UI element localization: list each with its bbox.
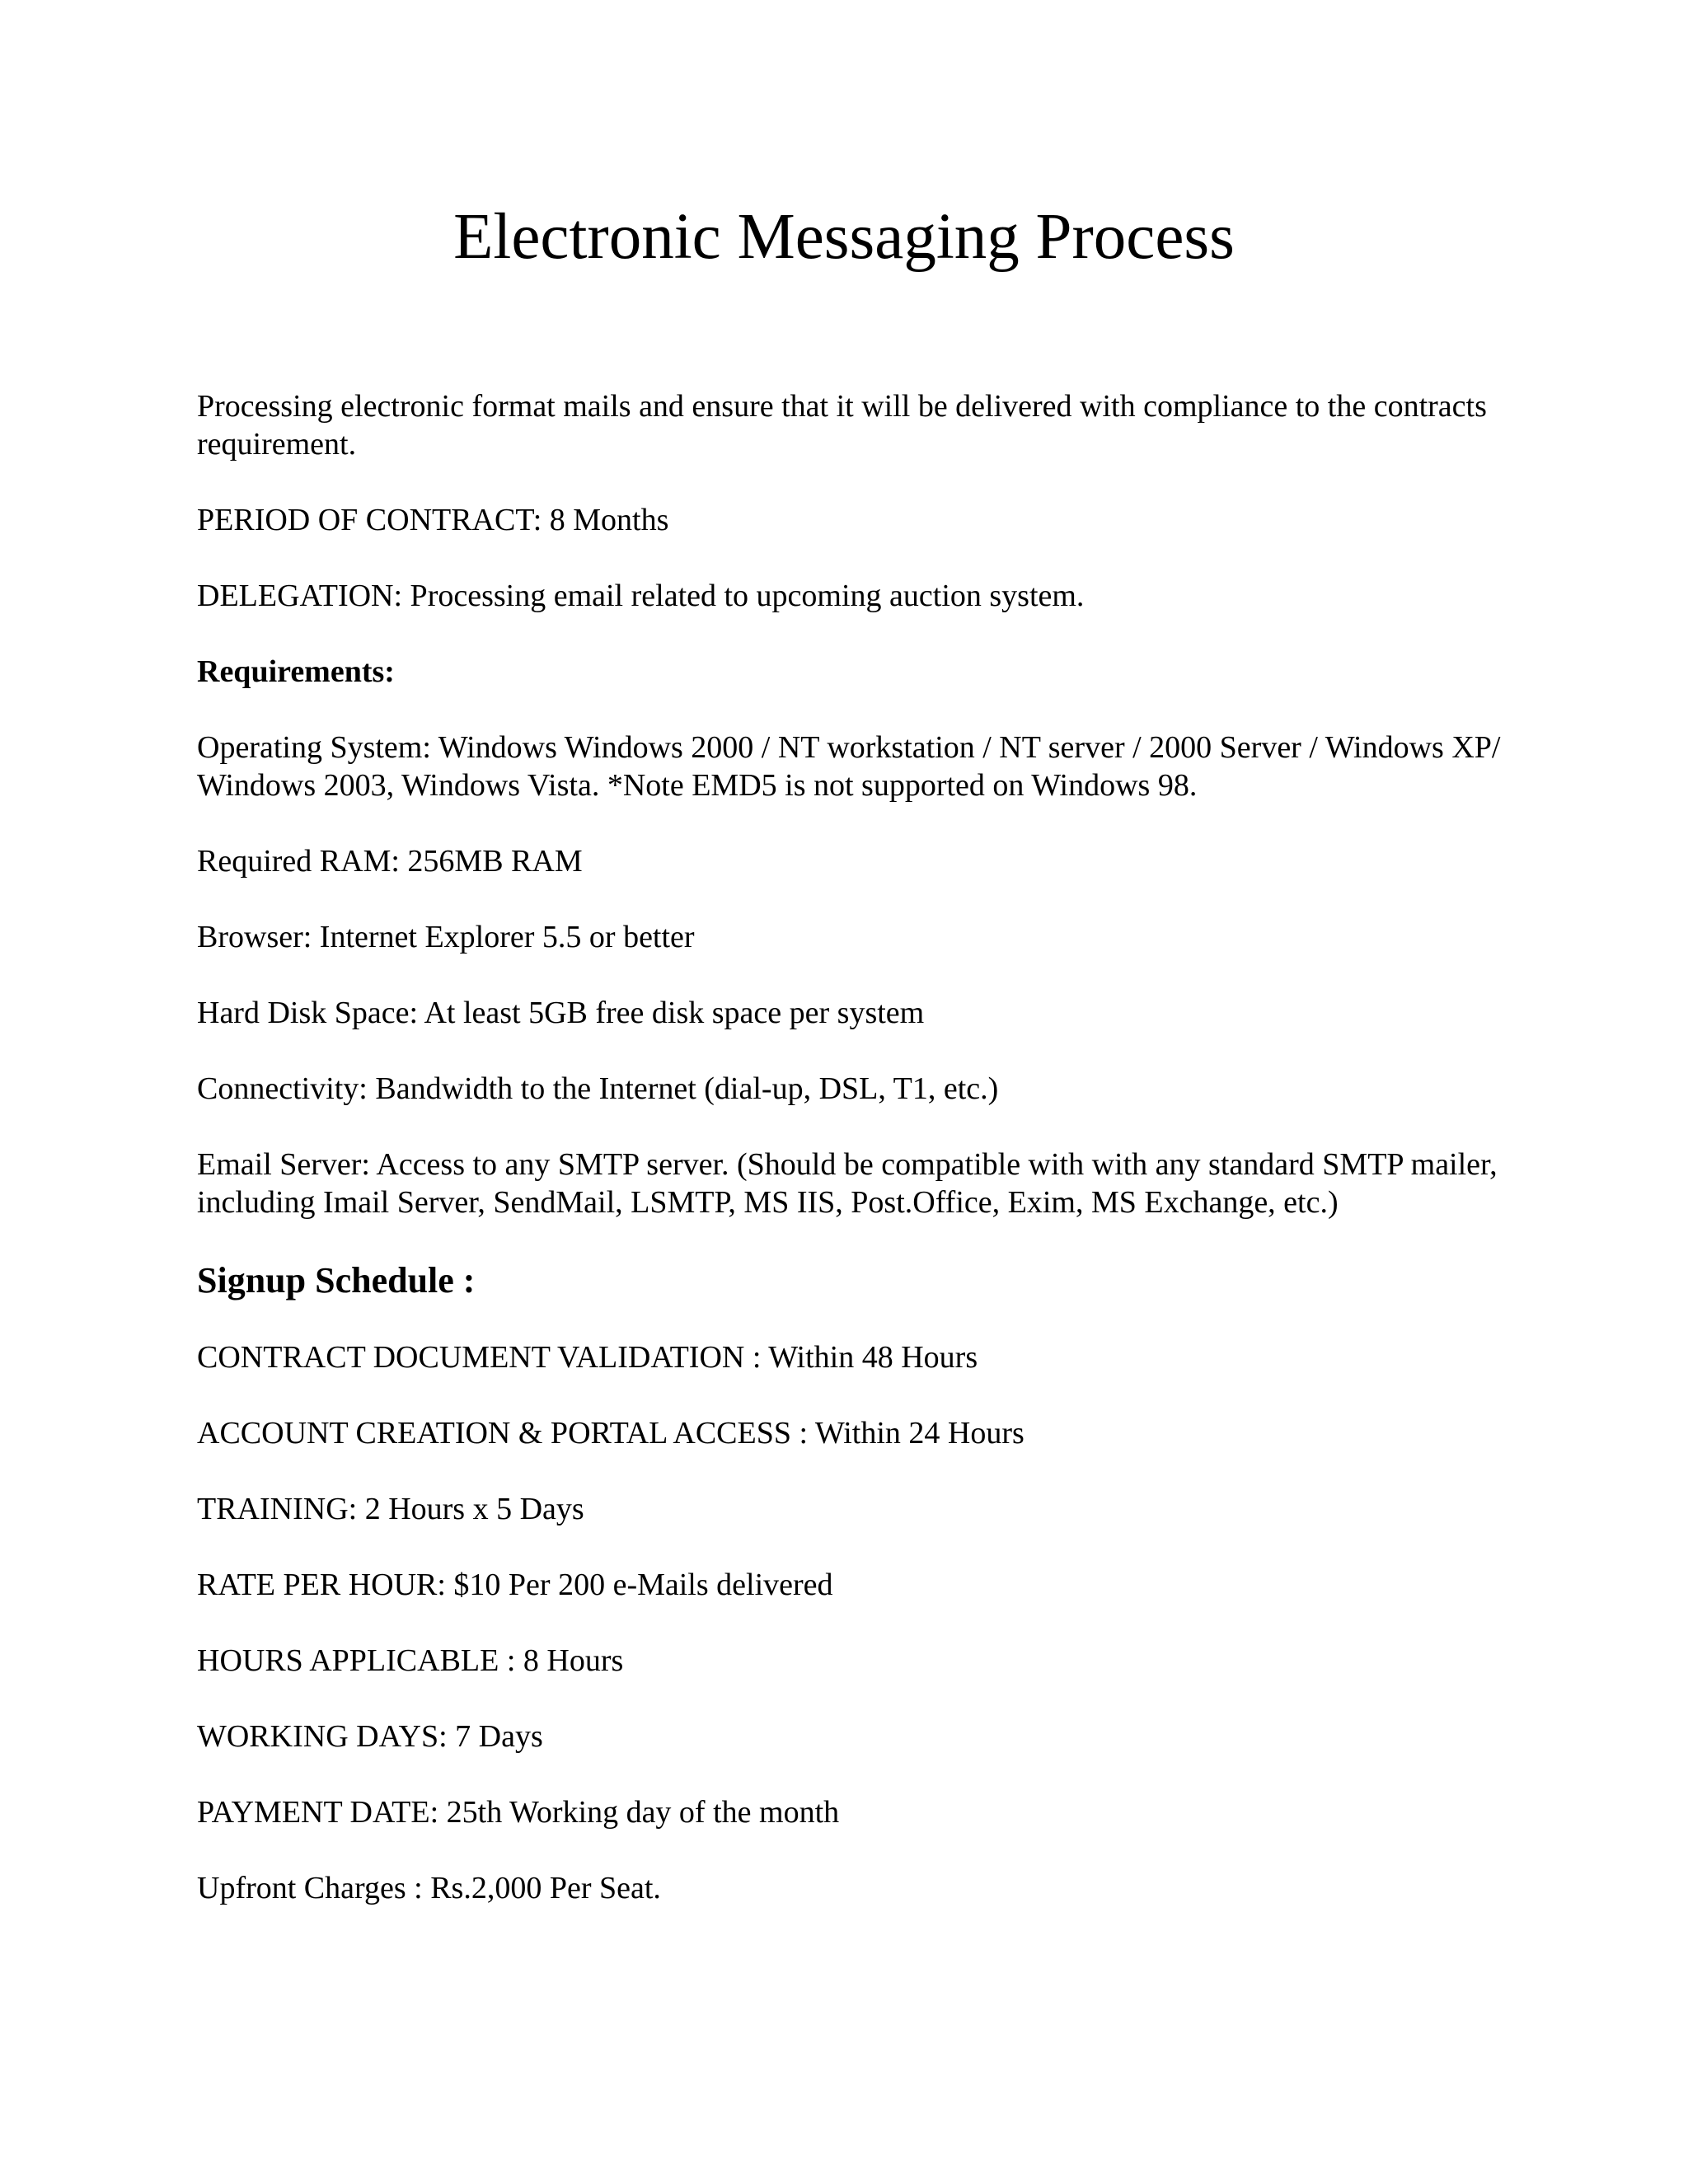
requirement-email-server: Email Server: Access to any SMTP server. (Should be compatible with with any standard SMTP mailer, including Imail Server, SendMail, LSMTP, MS IIS, Post.Office, Exim, MS Exchange, etc.)	[197, 1147, 1498, 1220]
schedule-rate: RATE PER HOUR: $10 Per 200 e-Mails delivered	[197, 1568, 833, 1602]
delegation-line: DELEGATION: Processing email related to upcoming auction system.	[197, 579, 1085, 613]
document-title: Electronic Messaging Process	[453, 201, 1235, 273]
schedule-payment-date: PAYMENT DATE: 25th Working day of the month	[197, 1795, 840, 1830]
requirements-heading: Requirements:	[197, 654, 395, 689]
schedule-account: ACCOUNT CREATION & PORTAL ACCESS : Within 24 Hours	[197, 1416, 1025, 1451]
schedule-upfront-charges: Upfront Charges : Rs.2,000 Per Seat.	[197, 1871, 661, 1905]
intro-paragraph: Processing electronic format mails and ensure that it will be delivered with compliance to the contracts requirement.	[197, 389, 1487, 462]
schedule-working-days: WORKING DAYS: 7 Days	[197, 1719, 543, 1754]
schedule-validation: CONTRACT DOCUMENT VALIDATION : Within 48 Hours	[197, 1340, 978, 1375]
requirement-os: Operating System: Windows Windows 2000 / NT workstation / NT server / 2000 Server / Windows XP/ Windows 2003, Windows Vista. *Note EMD5 is not supported on Windows 98.	[197, 730, 1501, 803]
document-body	[197, 387, 1532, 1945]
requirement-disk: Hard Disk Space: At least 5GB free disk space per system	[197, 996, 925, 1030]
requirement-ram: Required RAM: 256MB RAM	[197, 844, 583, 879]
signup-schedule-heading: Signup Schedule :	[197, 1260, 476, 1301]
schedule-hours: HOURS APPLICABLE : 8 Hours	[197, 1643, 624, 1678]
requirement-connectivity: Connectivity: Bandwidth to the Internet (dial-up, DSL, T1, etc.)	[197, 1071, 999, 1106]
schedule-training: TRAINING: 2 Hours x 5 Days	[197, 1492, 584, 1526]
contract-period: PERIOD OF CONTRACT: 8 Months	[197, 503, 669, 537]
requirement-browser: Browser: Internet Explorer 5.5 or better	[197, 920, 695, 954]
